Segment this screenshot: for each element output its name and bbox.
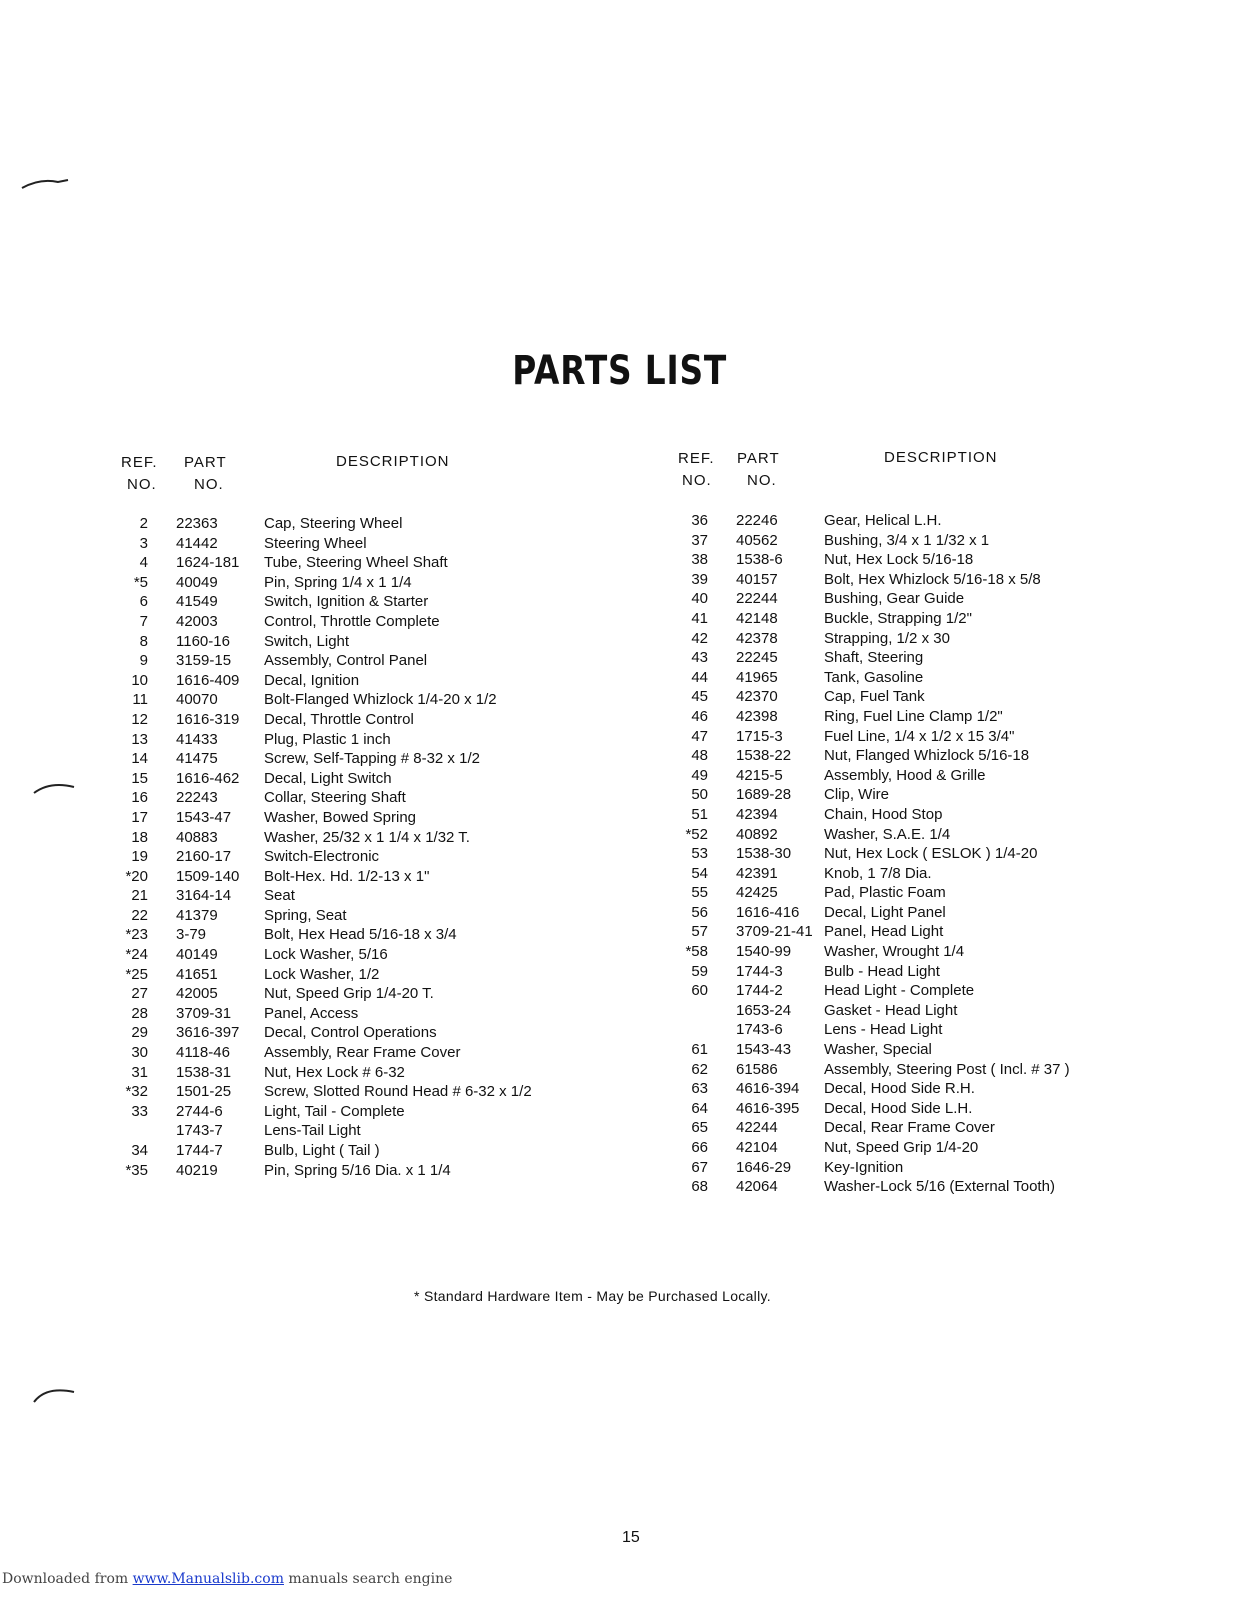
ref-no: 16	[131, 789, 148, 807]
ref-no: 43	[691, 649, 708, 667]
table-row	[668, 785, 1108, 805]
part-description: Switch, Light	[264, 632, 350, 650]
part-description: Decal, Ignition	[264, 671, 360, 689]
part-no-header: PART NO.	[737, 450, 780, 489]
part-description: Decal, Hood Side R.H.	[824, 1080, 975, 1098]
part-no: 1538-6	[736, 551, 783, 569]
table-row	[668, 648, 1108, 668]
part-description: Assembly, Steering Post ( Incl. # 37 )	[824, 1060, 1070, 1078]
part-description: Spring, Seat	[264, 906, 347, 924]
ref-no: 10	[131, 671, 148, 689]
ref-no: *25	[125, 965, 148, 983]
ref-no: 3	[139, 534, 148, 552]
part-description: Assembly, Hood & Grille	[824, 766, 986, 784]
ref-no: 56	[691, 903, 708, 921]
part-description: Decal, Rear Frame Cover	[824, 1119, 995, 1137]
ref-no: *24	[125, 946, 148, 964]
part-no: 40219	[176, 1161, 218, 1179]
part-no: 41475	[176, 750, 218, 768]
ref-no-header: REF. NO.	[121, 454, 158, 493]
page-title: PARTS LIST	[512, 348, 728, 394]
table-row	[668, 903, 1108, 923]
ref-no: 57	[691, 923, 708, 941]
table-row	[668, 727, 1108, 747]
table-row	[110, 1141, 580, 1161]
table-row	[110, 573, 580, 593]
part-no: 4215-5	[736, 766, 783, 784]
part-no: 42148	[736, 609, 778, 627]
ref-no: 27	[131, 985, 148, 1003]
part-description: Decal, Control Operations	[264, 1024, 437, 1042]
table-row	[110, 1043, 580, 1063]
ref-no: 11	[132, 691, 148, 709]
table-row	[668, 1138, 1108, 1158]
table-row	[668, 589, 1108, 609]
part-description: Strapping, 1/2 x 30	[824, 629, 950, 647]
part-description: Bolt, Hex Head 5/16-18 x 3/4	[264, 926, 457, 944]
part-no: 41379	[176, 906, 218, 924]
table-row	[668, 1079, 1108, 1099]
part-description: Washer, Bowed Spring	[264, 808, 417, 826]
table-row	[110, 945, 580, 965]
ref-no: 13	[131, 730, 148, 748]
ref-no: 63	[691, 1080, 708, 1098]
table-row	[668, 922, 1108, 942]
part-description: Gasket - Head Light	[824, 1001, 958, 1019]
part-no: 1715-3	[736, 727, 783, 745]
part-no: 4616-395	[736, 1099, 800, 1117]
ref-no: 17	[131, 808, 148, 826]
table-row	[668, 1118, 1108, 1138]
table-row	[110, 553, 580, 573]
table-row	[668, 570, 1108, 590]
table-row	[110, 906, 580, 926]
table-row	[110, 847, 580, 867]
ref-no: 15	[131, 769, 148, 787]
ref-no: *58	[685, 943, 708, 961]
table-row	[668, 766, 1108, 786]
part-no: 40157	[736, 570, 778, 588]
part-no: 3164-14	[176, 887, 232, 905]
part-description: Cap, Fuel Tank	[824, 688, 925, 706]
part-description: Pad, Plastic Foam	[824, 884, 946, 902]
table-row	[110, 632, 580, 652]
part-description: Light, Tail - Complete	[264, 1102, 405, 1120]
part-description: Washer, Wrought 1/4	[824, 943, 965, 961]
part-no: 1538-22	[736, 747, 792, 765]
part-description: Bolt-Flanged Whizlock 1/4-20 x 1/2	[264, 691, 497, 709]
table-row	[110, 1102, 580, 1122]
part-no: 1538-30	[736, 845, 792, 863]
ref-no: 30	[131, 1044, 148, 1062]
ref-no: *35	[125, 1161, 148, 1179]
part-no: 1616-319	[176, 710, 240, 728]
parts-table-left	[110, 514, 580, 1180]
scan-mark	[30, 775, 80, 805]
table-row	[668, 805, 1108, 825]
part-no: 41442	[176, 534, 218, 552]
part-description: Lock Washer, 1/2	[264, 965, 380, 983]
table-row	[668, 844, 1108, 864]
part-no: 1540-99	[736, 943, 792, 961]
part-no: 1624-181	[176, 554, 240, 572]
download-prefix: Downloaded from	[2, 1571, 133, 1587]
ref-no: 51	[691, 805, 708, 823]
table-row	[668, 511, 1108, 531]
table-row	[668, 531, 1108, 551]
part-description: Nut, Hex Lock # 6-32	[264, 1063, 405, 1081]
part-no: 3709-31	[176, 1004, 232, 1022]
part-no: 1646-29	[736, 1158, 792, 1176]
part-no: 1744-7	[176, 1142, 223, 1159]
table-row	[110, 671, 580, 691]
ref-no: 47	[691, 727, 708, 745]
part-description: Ring, Fuel Line Clamp 1/2"	[824, 707, 1003, 725]
ref-no: 53	[691, 845, 708, 863]
part-no: 1744-3	[736, 962, 783, 980]
part-description: Nut, Hex Lock ( ESLOK ) 1/4-20	[824, 845, 1038, 863]
ref-no: 67	[691, 1158, 708, 1176]
part-no: 40149	[176, 946, 218, 964]
table-row	[110, 651, 580, 671]
ref-no: *5	[133, 573, 148, 591]
part-description: Fuel Line, 1/4 x 1/2 x 15 3/4"	[824, 727, 1015, 745]
part-no: 40070	[176, 691, 218, 709]
part-no: 4118-46	[176, 1044, 230, 1062]
table-row	[110, 1121, 580, 1141]
part-description: Steering Wheel	[264, 534, 367, 552]
part-no: 42425	[736, 884, 778, 902]
download-suffix: manuals search engine	[283, 1571, 453, 1587]
part-no: 41549	[176, 593, 218, 611]
ref-no: *52	[685, 825, 708, 843]
table-row	[110, 534, 580, 554]
part-description: Nut, Hex Lock 5/16-18	[824, 551, 974, 569]
part-description: Tube, Steering Wheel Shaft	[264, 554, 448, 572]
part-no: 1616-462	[176, 769, 240, 787]
description-header: DESCRIPTION	[884, 449, 998, 466]
table-row	[110, 612, 580, 632]
ref-no: 7	[139, 612, 148, 630]
table-row	[110, 1161, 580, 1181]
part-description: Screw, Slotted Round Head # 6-32 x 1/2	[264, 1083, 532, 1101]
part-no: 42003	[176, 612, 218, 630]
ref-no: 39	[691, 570, 708, 588]
ref-no: 46	[691, 707, 708, 725]
part-no: 22245	[736, 649, 778, 667]
part-description: Key-Ignition	[824, 1158, 904, 1176]
part-description: Decal, Light Switch	[264, 769, 392, 787]
part-description: Assembly, Control Panel	[264, 652, 428, 670]
table-row	[668, 629, 1108, 649]
part-no: 3-79	[176, 926, 207, 944]
table-row	[668, 981, 1108, 1001]
ref-no: 8	[139, 632, 148, 650]
part-description: Head Light - Complete	[824, 982, 975, 1000]
part-description: Nut, Flanged Whizlock 5/16-18	[824, 747, 1030, 765]
table-row	[110, 514, 580, 534]
ref-no: 48	[691, 747, 708, 765]
ref-no: *20	[125, 867, 148, 885]
ref-no: 6	[139, 593, 148, 611]
part-no: 42394	[736, 805, 778, 823]
table-row	[110, 1004, 580, 1024]
part-description: Decal, Light Panel	[824, 903, 946, 921]
ref-no: 64	[691, 1099, 708, 1117]
page-number: 15	[622, 1529, 640, 1546]
part-no: 1538-31	[176, 1063, 232, 1081]
scan-mark	[18, 170, 78, 200]
part-description: Shaft, Steering	[824, 649, 924, 667]
part-no: 22243	[176, 789, 218, 807]
table-row	[668, 687, 1108, 707]
ref-no: 2	[139, 515, 148, 532]
table-row	[110, 925, 580, 945]
part-no: 4616-394	[736, 1080, 800, 1098]
part-description: Bolt-Hex. Hd. 1/2-13 x 1"	[264, 867, 430, 885]
table-row	[110, 1063, 580, 1083]
ref-no: 29	[131, 1024, 148, 1042]
part-no: 40562	[736, 531, 778, 549]
table-row	[668, 1177, 1108, 1197]
ref-no: 41	[691, 609, 708, 627]
ref-no: 66	[691, 1139, 708, 1156]
table-row	[668, 1158, 1108, 1178]
table-row	[110, 690, 580, 710]
table-row	[668, 1060, 1108, 1080]
part-description: Pin, Spring 1/4 x 1 1/4	[264, 573, 412, 591]
ref-no: 18	[131, 828, 148, 846]
part-no-header: PART NO.	[184, 454, 227, 493]
table-row	[668, 825, 1108, 845]
ref-no: 4	[139, 554, 148, 572]
part-description: Bolt, Hex Whizlock 5/16-18 x 5/8	[824, 570, 1041, 588]
part-no: 2160-17	[176, 848, 232, 866]
part-no: 40883	[176, 828, 218, 846]
part-no: 1543-43	[736, 1041, 792, 1059]
part-no: 42244	[736, 1119, 778, 1137]
table-row	[668, 668, 1108, 688]
part-no: 22244	[736, 590, 778, 608]
part-description: Bushing, 3/4 x 1 1/32 x 1	[824, 531, 990, 549]
part-description: Screw, Self-Tapping # 8-32 x 1/2	[264, 750, 480, 768]
table-row	[668, 1001, 1108, 1021]
part-description: Switch-Electronic	[264, 848, 380, 866]
table-row	[110, 749, 580, 769]
part-no: 40049	[176, 573, 218, 591]
part-description: Clip, Wire	[824, 786, 890, 804]
part-no: 1689-28	[736, 786, 792, 804]
ref-no: 59	[691, 962, 708, 980]
ref-no: 44	[691, 668, 708, 686]
part-no: 3709-21-41	[736, 923, 813, 941]
part-description: Panel, Head Light	[824, 923, 944, 941]
table-row	[668, 942, 1108, 962]
part-description: Bushing, Gear Guide	[824, 590, 965, 608]
table-row	[110, 808, 580, 828]
ref-no: 34	[131, 1142, 148, 1159]
table-row	[110, 788, 580, 808]
part-description: Panel, Access	[264, 1004, 359, 1022]
part-description: Assembly, Rear Frame Cover	[264, 1044, 461, 1062]
part-no: 42005	[176, 985, 218, 1003]
table-row	[668, 883, 1108, 903]
ref-no: *23	[125, 926, 148, 944]
part-no: 42370	[736, 688, 778, 706]
part-description: Tank, Gasoline	[824, 668, 924, 686]
part-description: Chain, Hood Stop	[824, 805, 943, 823]
part-description: Decal, Throttle Control	[264, 710, 414, 728]
part-description: Washer, S.A.E. 1/4	[824, 825, 951, 843]
table-row	[668, 1040, 1108, 1060]
table-row	[110, 769, 580, 789]
part-description: Lens - Head Light	[824, 1021, 943, 1039]
part-description: Plug, Plastic 1 inch	[264, 730, 391, 748]
part-description: Control, Throttle Complete	[264, 612, 440, 630]
ref-no: 40	[691, 590, 708, 608]
part-description: Decal, Hood Side L.H.	[824, 1099, 973, 1117]
part-no: 2744-6	[176, 1102, 223, 1120]
ref-no: 68	[691, 1178, 708, 1196]
part-description: Washer, 25/32 x 1 1/4 x 1/32 T.	[264, 828, 470, 846]
table-row	[668, 1020, 1108, 1040]
table-row	[110, 965, 580, 985]
ref-no: 12	[131, 710, 148, 728]
part-no: 61586	[736, 1060, 778, 1078]
ref-no: 38	[691, 551, 708, 569]
table-row	[668, 962, 1108, 982]
part-description: Switch, Ignition & Starter	[264, 593, 429, 611]
ref-no: *32	[125, 1083, 148, 1101]
part-no: 42104	[736, 1139, 778, 1156]
part-no: 1509-140	[176, 867, 240, 885]
part-description: Seat	[264, 887, 295, 905]
part-no: 42378	[736, 629, 778, 647]
part-description: Knob, 1 7/8 Dia.	[824, 864, 932, 882]
table-row	[110, 710, 580, 730]
table-row	[668, 707, 1108, 727]
ref-no: 45	[691, 688, 708, 706]
part-no: 22246	[736, 512, 778, 529]
part-description: Bulb - Head Light	[824, 962, 940, 980]
part-no: 1616-416	[736, 903, 800, 921]
part-no: 42398	[736, 707, 778, 725]
ref-no: 50	[691, 786, 708, 804]
description-header: DESCRIPTION	[336, 453, 450, 470]
part-no: 42391	[736, 864, 778, 882]
table-row	[110, 886, 580, 906]
table-row	[110, 730, 580, 750]
ref-no: 28	[131, 1004, 148, 1022]
part-description: Nut, Speed Grip 1/4-20	[824, 1139, 979, 1156]
part-no: 1160-16	[176, 632, 230, 650]
ref-no: 61	[691, 1041, 708, 1059]
ref-no: 19	[131, 848, 148, 866]
part-description: Collar, Steering Shaft	[264, 789, 406, 807]
parts-table-right	[668, 511, 1108, 1197]
part-no: 22363	[176, 515, 218, 532]
table-row	[110, 1023, 580, 1043]
part-description: Buckle, Strapping 1/2"	[824, 609, 972, 627]
table-row	[110, 984, 580, 1004]
ref-no: 42	[691, 629, 708, 647]
table-row	[110, 867, 580, 887]
table-row	[668, 609, 1108, 629]
table-row	[668, 864, 1108, 884]
part-no: 1743-7	[176, 1122, 223, 1140]
ref-no: 36	[691, 512, 708, 529]
ref-no: 49	[691, 766, 708, 784]
part-description: Washer-Lock 5/16 (External Tooth)	[824, 1178, 1055, 1196]
table-row	[668, 550, 1108, 570]
part-description: Lens-Tail Light	[264, 1122, 361, 1140]
ref-no: 9	[139, 652, 148, 670]
part-no: 41433	[176, 730, 218, 748]
part-no: 1616-409	[176, 671, 240, 689]
table-row	[668, 746, 1108, 766]
part-no: 1653-24	[736, 1001, 792, 1019]
part-no: 1543-47	[176, 808, 232, 826]
ref-no-header: REF. NO.	[678, 450, 715, 489]
ref-no: 55	[691, 884, 708, 902]
footnote: * Standard Hardware Item - May be Purchased Locally.	[414, 1288, 771, 1304]
table-row	[668, 1099, 1108, 1119]
part-description: Gear, Helical L.H.	[824, 512, 942, 529]
manualslib-link[interactable]: www.Manualslib.com	[132, 1571, 284, 1587]
ref-no: 33	[131, 1102, 148, 1120]
ref-no: 60	[691, 982, 708, 1000]
part-no: 3159-15	[176, 652, 232, 670]
part-description: Lock Washer, 5/16	[264, 946, 388, 964]
ref-no: 62	[691, 1060, 708, 1078]
ref-no: 31	[131, 1063, 148, 1081]
part-description: Cap, Steering Wheel	[264, 515, 403, 532]
part-description: Washer, Special	[824, 1041, 932, 1059]
part-no: 3616-397	[176, 1024, 240, 1042]
ref-no: 37	[691, 531, 708, 549]
part-description: Bulb, Light ( Tail )	[264, 1142, 380, 1159]
ref-no: 14	[131, 750, 148, 768]
part-description: Pin, Spring 5/16 Dia. x 1 1/4	[264, 1161, 451, 1179]
part-no: 1743-6	[736, 1021, 783, 1039]
scan-mark	[30, 1380, 80, 1410]
part-no: 41965	[736, 668, 778, 686]
table-row	[110, 828, 580, 848]
part-no: 1744-2	[736, 982, 783, 1000]
part-no: 1501-25	[176, 1083, 232, 1101]
download-banner	[2, 1571, 452, 1587]
ref-no: 54	[691, 864, 708, 882]
table-row	[110, 1082, 580, 1102]
part-no: 41651	[176, 965, 218, 983]
ref-no: 22	[131, 906, 148, 924]
part-description: Nut, Speed Grip 1/4-20 T.	[264, 985, 434, 1003]
part-no: 42064	[736, 1178, 778, 1196]
table-row	[110, 592, 580, 612]
ref-no: 21	[131, 887, 148, 905]
ref-no: 65	[691, 1119, 708, 1137]
part-no: 40892	[736, 825, 778, 843]
